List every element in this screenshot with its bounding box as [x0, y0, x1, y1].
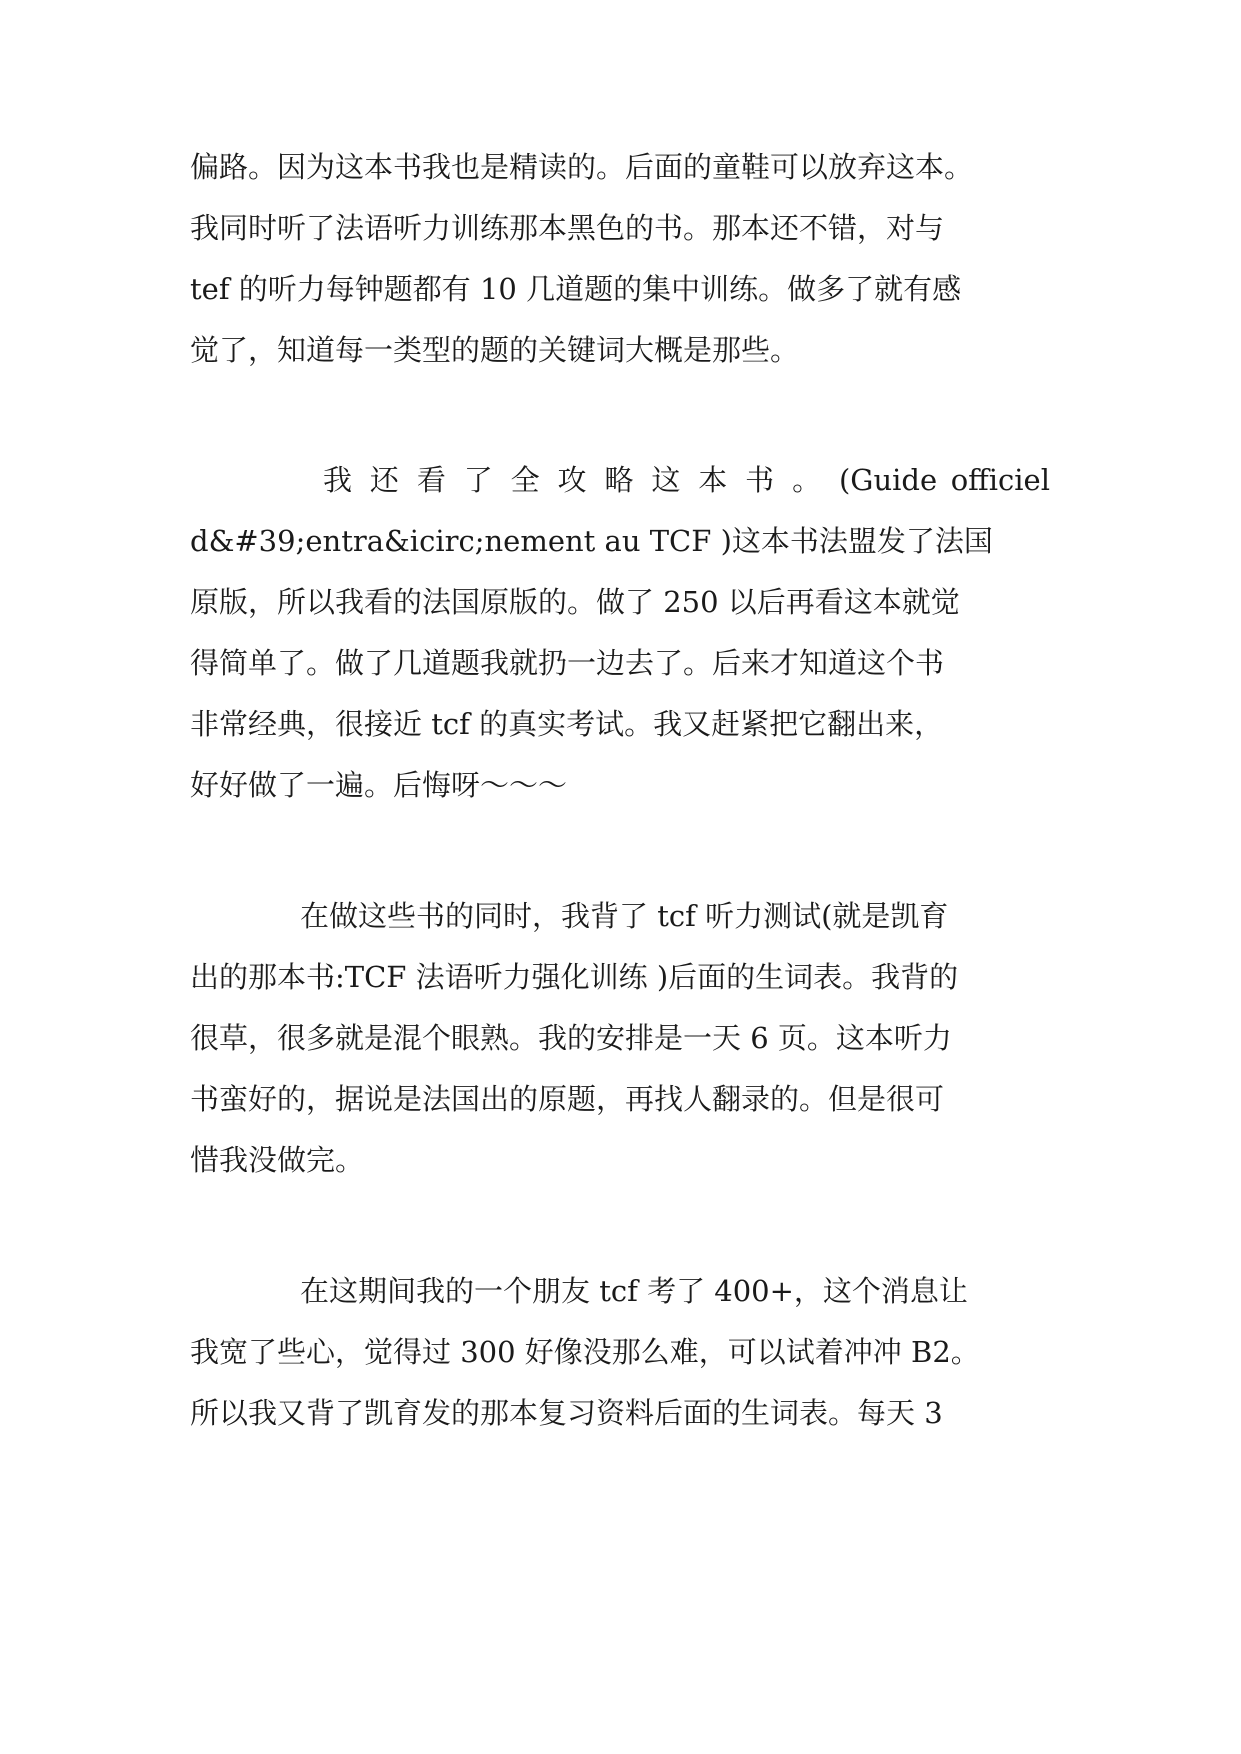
text-line: tef 的听力每钟题都有 10 几道题的集中训练。做多了就有感	[190, 272, 962, 306]
paragraph-2	[190, 450, 1050, 816]
text-line: 偏路。因为这本书我也是精读的。后面的童鞋可以放弃这本。	[190, 150, 974, 184]
text-line: 原版，所以我看的法国原版的。做了 250 以后再看这本就觉	[190, 585, 960, 619]
text-line: 书蛮好的，据说是法国出的原题，再找人翻录的。但是很可	[190, 1082, 945, 1116]
text-line: 非常经典，很接近 tcf 的真实考试。我又赶紧把它翻出来，	[190, 707, 944, 741]
text-line: d&#39;entra&icirc;nement au TCF )这本书法盟发了法国	[190, 524, 993, 558]
text-line: 很草，很多就是混个眼熟。我的安排是一天 6 页。这本听力	[190, 1021, 952, 1055]
text-line: 好好做了一遍。后悔呀～～～	[190, 768, 568, 802]
paragraph-1	[190, 137, 1050, 381]
text-line: 我同时听了法语听力训练那本黑色的书。那本还不错，对与	[190, 211, 945, 245]
paragraph-3	[190, 886, 1050, 1191]
text-line: 在这期间我的一个朋友 tcf 考了 400+，这个消息让	[300, 1274, 968, 1308]
text-line: 在做这些书的同时，我背了 tcf 听力测试(就是凯育	[300, 899, 949, 933]
text-line: 觉了，知道每一类型的题的关键词大概是那些。	[190, 333, 800, 367]
text-line: 得简单了。做了几道题我就扔一边去了。后来才知道这个书	[190, 646, 945, 680]
text-line: 我宽了些心，觉得过 300 好像没那么难，可以试着冲冲 B2。	[190, 1335, 980, 1369]
text-line: 所以我又背了凯育发的那本复习资料后面的生词表。每天 3	[190, 1396, 943, 1430]
text-line: 出的那本书:TCF 法语听力强化训练 )后面的生词表。我背的	[190, 960, 959, 994]
text-line: 我 还 看 了 全 攻 略 这 本 书 。 (Guide officiel	[323, 463, 1050, 497]
paragraph-4	[190, 1261, 1050, 1444]
text-line: 惜我没做完。	[190, 1143, 365, 1177]
